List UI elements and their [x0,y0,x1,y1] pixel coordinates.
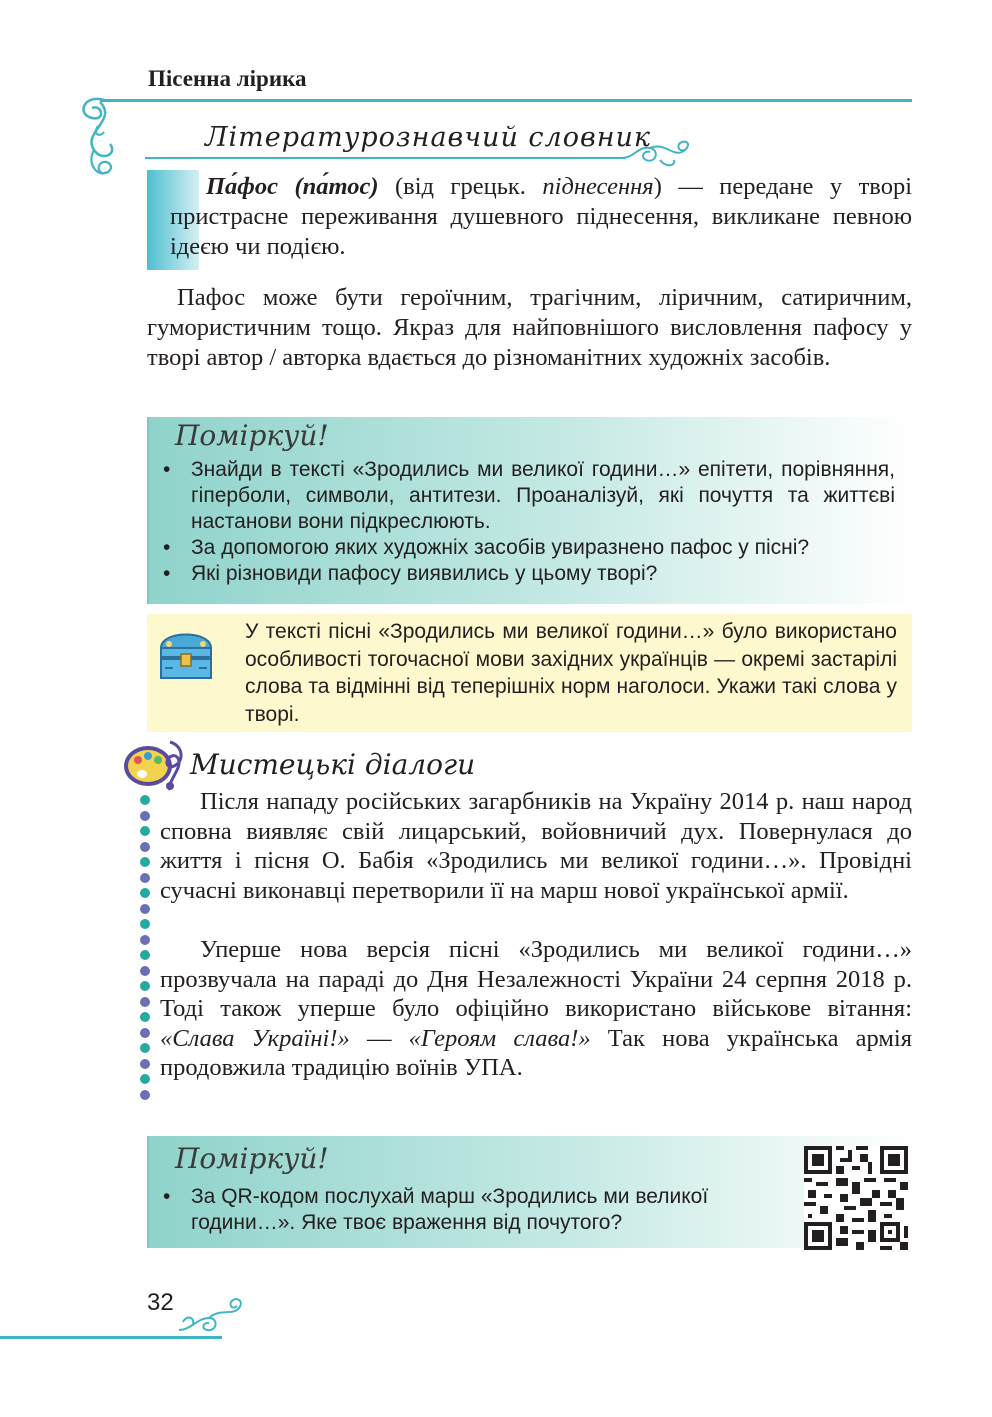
list-item: • За QR-кодом послухай марш «Зродились ми великої години…». Яке твоє враження від почутого? [155,1184,795,1236]
art-dialogues-paragraph-2 [160,935,912,1083]
think-box-1-list [155,457,895,587]
page-number: 32 [147,1289,174,1316]
paragraph-pathos-types: Пафос може бути героїчним, трагічним, ліричним, сатиричним, гумористичним тощо. Якраз для найповнішого висловлення пафосу у творі автор / авторка вдається до різноманітних художніх засобів. [147,284,912,371]
definition-box [147,170,912,270]
definition-origin-prefix: (від грецьк. [378,173,543,200]
treasure-note-box [147,614,912,732]
think-box-1 [147,417,912,604]
p2-quote-1: «Слава Україні!» [160,1024,350,1052]
list-item: • За допомогою яких художніх засобів увиразнено пафос у пісні? [155,535,895,561]
list-item: • Знайди в тексті «Зродились ми великої години…» епітети, порівняння, гіперболи, символи, антитези. Проаналізуй, які почуття та життєві настанови вони підкреслюють. [155,457,895,535]
definition-body: ) — передане у творі пристрасне переживання душевного піднесення, викликане певною ідеєю чи подією. [170,173,912,260]
think-box-2 [147,1136,912,1248]
think-box-2-title: Поміркуй! [175,1142,329,1175]
definition-term: Па́фос (па́тос) [206,173,379,200]
qr-code-icon[interactable] [804,1146,908,1250]
art-dialogues-paragraph-1: Після нападу російських загарбників на Україну 2014 р. наш народ сповна виявляє свій лицарський, войовничий дух. Повернулася до життя і пісня О. Бабія «Зродились ми великої години…». Провідні сучасні виконавці перетворили її на марш нової української армії. [160,788,912,904]
treasure-note-text: У тексті пісні «Зродились ми великої години…» було використано особливості тогочасної мови західних українців — окремі застарілі слова та відмінні від теперішніх норм наголоси. Укажи такі слова у творі. [245,620,897,726]
dotted-margin-line [140,795,154,1105]
p2-end: Так нова українська армія продовжила традицію воїнів УПА. [160,1024,912,1081]
definition-text [170,172,912,262]
think-box-1-title: Поміркуй! [175,419,329,452]
definition-origin-word: піднесення [542,173,654,200]
swirl-ornament-title [620,138,694,170]
think-box-2-list [155,1184,795,1236]
dictionary-title-rule [145,157,625,159]
treasure-chest-icon [155,624,217,686]
footer-rule [0,1336,222,1339]
swirl-ornament-top-left [72,92,132,192]
p2-dash: — [349,1024,409,1052]
list-item: • Які різновиди пафосу виявились у цьому творі? [155,561,895,587]
running-title: Пісенна лірика [148,66,307,91]
swirl-ornament-footer [175,1296,247,1340]
dictionary-title: Літературознавчий словник [205,122,651,153]
palette-music-icon [120,736,192,794]
header-rule [100,99,912,102]
art-dialogues-title: Мистецькі діалоги [190,748,476,781]
p2-quote-2: «Героям слава!» [408,1024,591,1052]
p2-start: Уперше нова версія пісні «Зродились ми великої години…» прозвучала на параді до Дня Незалежності України 24 серпня 2018 р. Тоді також уперше було офіційно використано військове вітання: [160,936,912,1022]
